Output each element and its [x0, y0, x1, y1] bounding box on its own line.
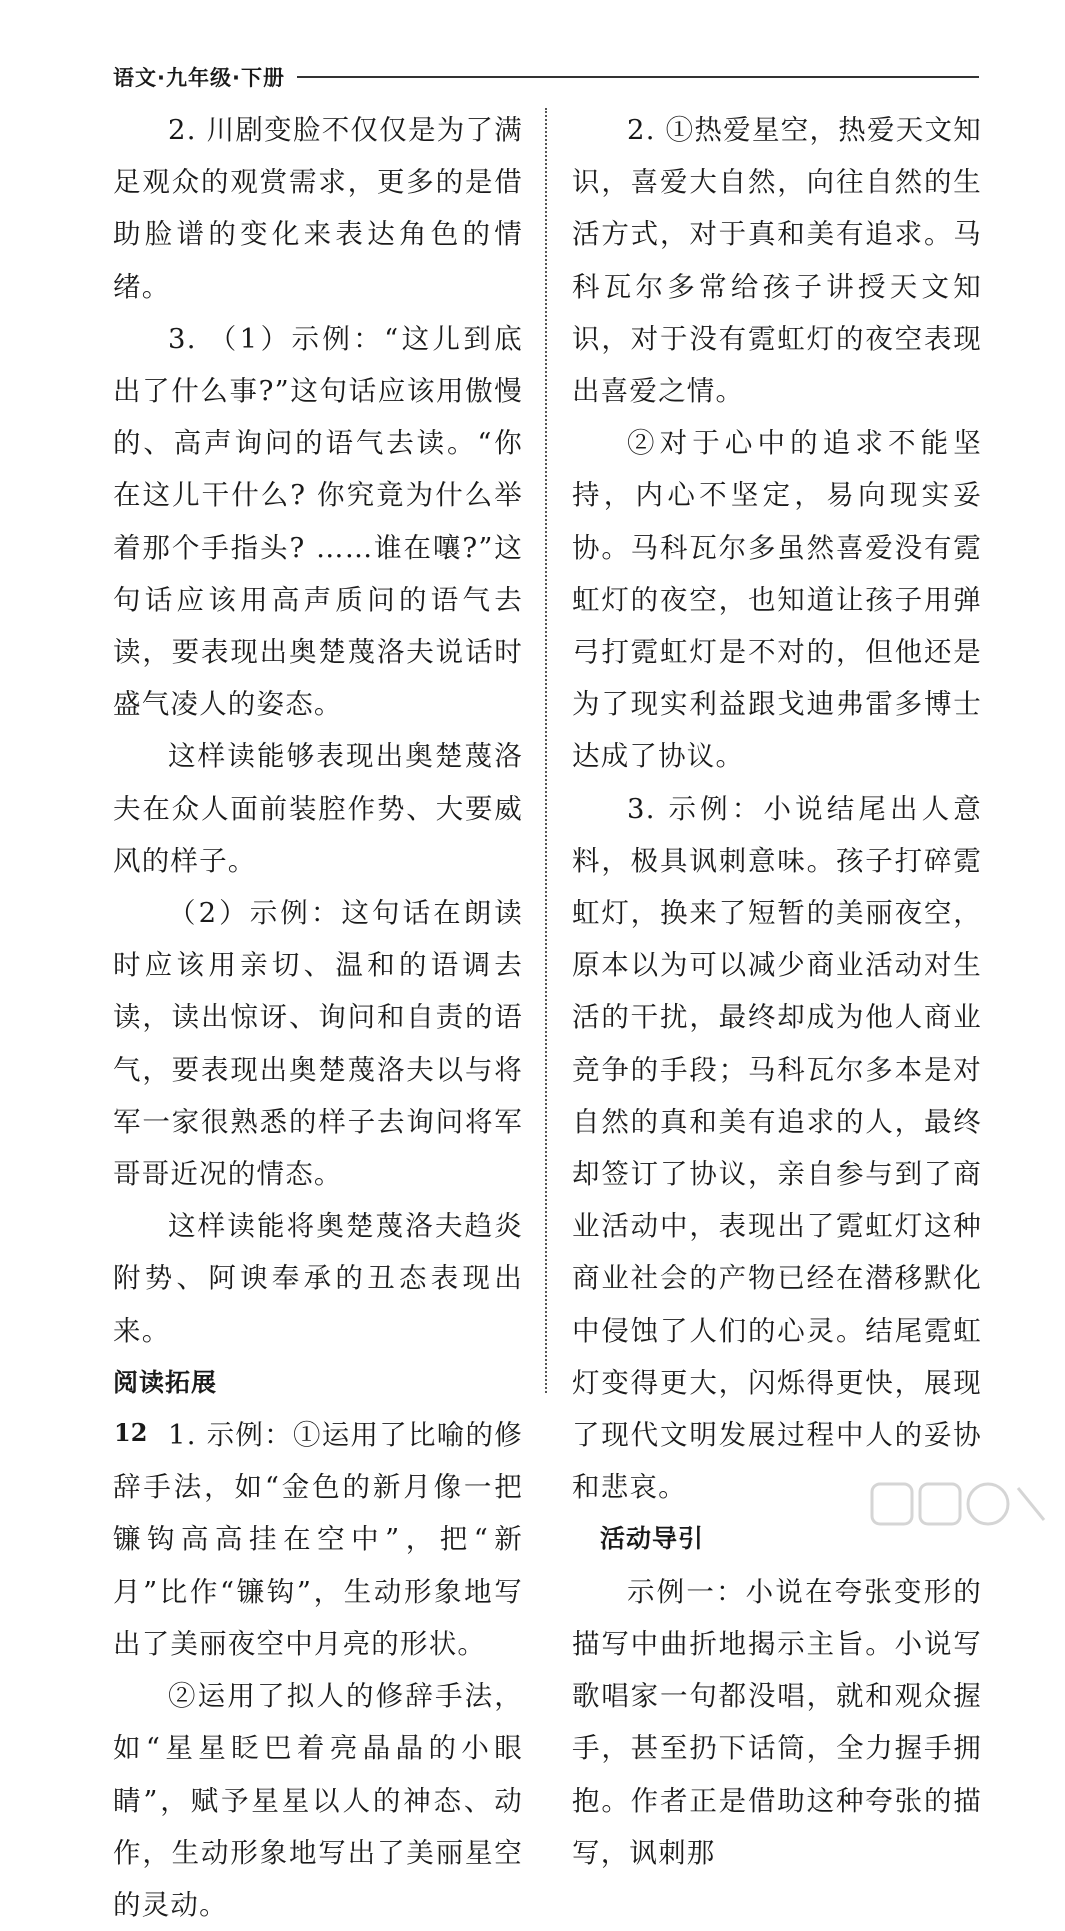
paragraph: 2. 川剧变脸不仅仅是为了满足观众的观赏需求，更多的是借助脸谱的变化来表达角色的情绪。	[113, 114, 523, 303]
section-heading: 活动导引	[600, 1524, 705, 1554]
page-header	[113, 62, 979, 92]
paragraph: 这样读能够表现出奥楚蔑洛夫在众人面前装腔作势、大要威风的样子。	[113, 740, 523, 877]
paragraph: 这样读能将奥楚蔑洛夫趋炎附势、阿谀奉承的丑态表现出来。	[113, 1210, 523, 1347]
right-column	[572, 104, 982, 1879]
paragraph: 3. 示例：小说结尾出人意料，极具讽刺意味。孩子打碎霓虹灯，换来了短暂的美丽夜空，原本以为可以减少商业活动对生活的干扰，最终却成为他人商业竞争的手段；马科瓦尔多本是对自然的真和美有追求的人，最终却签订了协议，亲自参与到了商业活动中，表现出了霓虹灯这种商业社会的产物已经在潜移默化中侵蚀了人们的心灵。结尾霓虹灯变得更大，闪烁得更快，展现了现代文明发展过程中人的妥协和悲哀。	[572, 792, 982, 1504]
section-heading: 阅读拓展	[113, 1367, 218, 1397]
paragraph: 1. 示例：①运用了比喻的修辞手法，如“金色的新月像一把镰钩高高挂在空中”，把“新月”比作“镰钩”，生动形象地写出了美丽夜空中月亮的形状。	[113, 1419, 523, 1660]
paragraph: 3. （1）示例：“这儿到底出了什么事?”这句话应该用傲慢的、高声询问的语气去读。“你在这儿干什么? 你究竟为什么举着那个手指头? ……谁在嚷?”这句话应该用高声质问的语气去读，要表现出奥楚蔑洛夫说话时盛气凌人的姿态。	[113, 322, 523, 721]
header-title: 语文·九年级·下册	[113, 66, 285, 90]
header-rule	[297, 76, 979, 78]
left-column	[113, 104, 523, 1931]
watermark-logo	[868, 1478, 1048, 1530]
paragraph: ②对于心中的追求不能坚持，内心不坚定，易向现实妥协。马科瓦尔多虽然喜爱没有霓虹灯的夜空，也知道让孩子用弹弓打霓虹灯是不对的，但他还是为了现实利益跟戈迪弗雷多博士达成了协议。	[572, 427, 982, 773]
paragraph: ②运用了拟人的修辞手法，如“星星眨巴着亮晶晶的小眼睛”，赋予星星以人的神态、动作，生动形象地写出了美丽星空的灵动。	[113, 1680, 523, 1921]
paragraph: 2. ①热爱星空，热爱天文知识，喜爱大自然，向往自然的生活方式，对于真和美有追求。马科瓦尔多常给孩子讲授天文知识，对于没有霓虹灯的夜空表现出喜爱之情。	[572, 114, 982, 408]
page-number: 12	[114, 1418, 148, 1447]
paragraph: 示例一：小说在夸张变形的描写中曲折地揭示主旨。小说写歌唱家一句都没唱，就和观众握手，甚至扔下话筒，全力握手拥抱。作者正是借助这种夸张的描写，讽刺那	[572, 1575, 982, 1869]
column-divider	[545, 108, 547, 1393]
paragraph: （2）示例：这句话在朗读时应该用亲切、温和的语调去读，读出惊讶、询问和自责的语气，要表现出奥楚蔑洛夫以与将军一家很熟悉的样子去询问将军哥哥近况的情态。	[113, 897, 523, 1191]
